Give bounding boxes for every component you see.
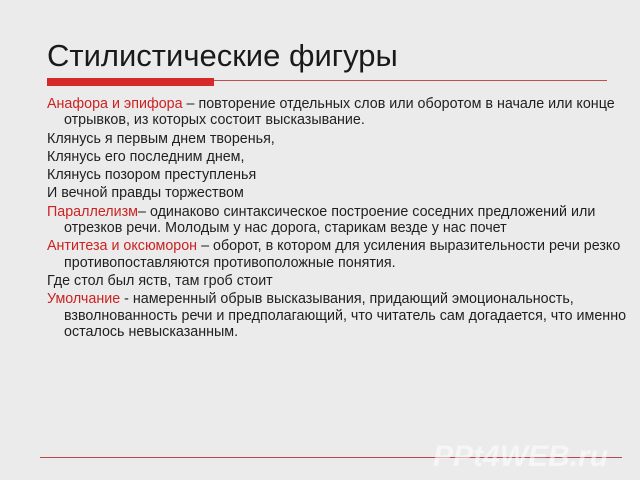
slide-content (47, 96, 637, 342)
definition-antithesis: – оборот, в котором для усиления выразительности речи резко противопоставляются противоположные понятия. (64, 238, 621, 271)
term-parallelism: Параллелизм (47, 203, 139, 220)
definition-parallelism: – одинаково синтаксическое построение соседних предложений или отрезков речи. Молодым у нас дорога, старикам везде у нас почет (64, 203, 596, 237)
watermark: PPt4WEB.ru (433, 440, 609, 473)
example-antithesis: Где стол был яств, там гроб стоит (47, 272, 273, 289)
paragraph-omission (47, 291, 637, 340)
paragraph-antithesis (47, 238, 637, 271)
paragraph-parallelism (47, 204, 637, 237)
paragraph-anaphora (47, 96, 637, 129)
term-anaphora: Анафора и эпифора (47, 96, 183, 112)
example-line-2: Клянусь его последним днем, (47, 148, 245, 165)
example-line-3: Клянусь позором преступленья (47, 167, 257, 184)
example-line-4: И вечной правды торжеством (47, 185, 244, 202)
example-line-1: Клянусь я первым днем творенья, (47, 130, 275, 147)
title-accent-bar (47, 78, 214, 86)
slide-title: Стилистические фигуры (47, 38, 398, 73)
term-antithesis: Антитеза и оксюморон (47, 238, 198, 255)
definition-omission: - намеренный обрыв высказывания, придающий эмоциональность, взволнованность речи и предполагающий, что читатель сам догадается, что именно осталось невысказанным. (64, 291, 627, 340)
term-omission: Умолчание (47, 291, 121, 308)
definition-anaphora: – повторение отдельных слов или оборотом в начале или конце отрывков, из которых состоит высказывание. (64, 96, 615, 129)
